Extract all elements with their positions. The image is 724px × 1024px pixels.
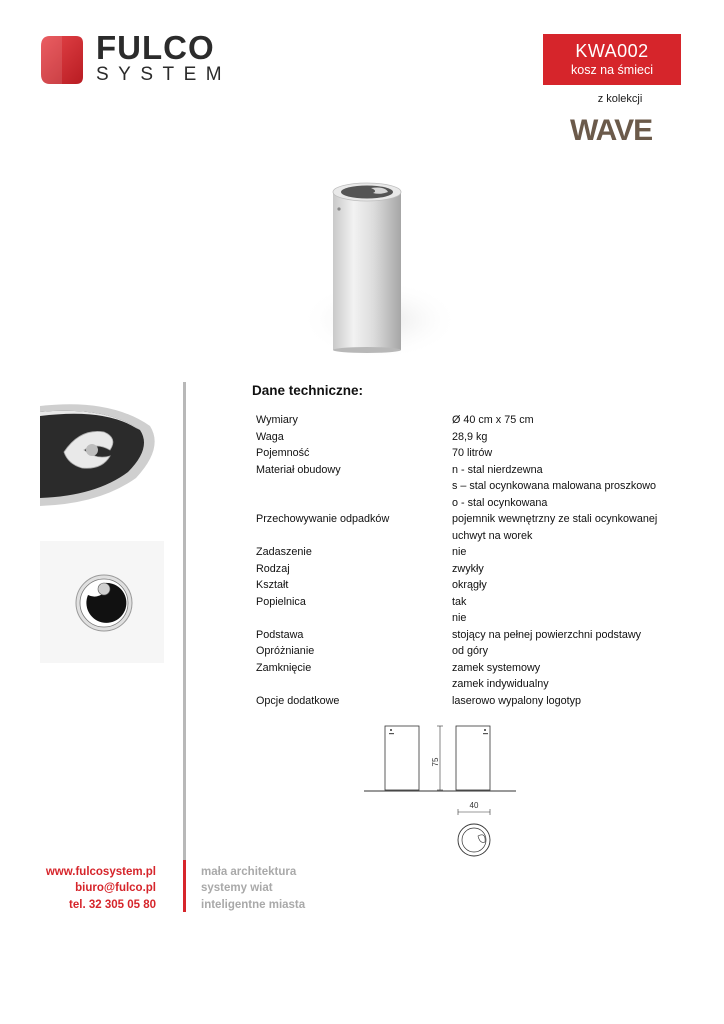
product-description: kosz na śmieci (571, 63, 653, 77)
brand-logo (40, 29, 270, 88)
spec-label (256, 676, 452, 693)
spec-row (256, 561, 686, 578)
spec-row (256, 544, 686, 561)
spec-value: nie (452, 612, 467, 624)
tagline: systemy wiat (201, 882, 273, 895)
detail-image-top-view (40, 541, 164, 663)
collection-label: z kolekcji (597, 93, 643, 105)
spec-label: Popielnica (256, 595, 306, 608)
website-link[interactable]: www.fulcosystem.pl (45, 866, 156, 878)
spec-row (256, 643, 686, 660)
spec-label: Opróżnianie (256, 645, 315, 657)
spec-row (256, 676, 686, 693)
spec-row (256, 495, 686, 512)
spec-label: Wymiary (256, 414, 298, 426)
contact-info (30, 864, 156, 913)
spec-row (256, 462, 686, 479)
spec-value: okrągły (452, 579, 487, 591)
specs-title: Dane techniczne: (252, 383, 364, 398)
spec-row (256, 610, 686, 627)
spec-value: o - stal ocynkowana (452, 496, 548, 509)
tagline: mała architektura (201, 866, 297, 878)
vertical-divider-accent (183, 860, 186, 912)
spec-label (256, 528, 452, 545)
spec-label: Waga (256, 430, 284, 443)
drawing-side-view-right (456, 726, 490, 790)
product-image (240, 170, 460, 370)
spec-value: stojący na pełnej powierzchni podstawy (452, 628, 642, 641)
spec-value: zamek systemowy (452, 661, 541, 674)
collection-logo (566, 110, 666, 146)
brand-logo-mark-icon (40, 34, 84, 86)
phone-text: tel. 32 305 05 80 (69, 898, 156, 911)
drawing-height-label: 75 (431, 757, 440, 767)
drawing-width-label: 40 (469, 801, 479, 810)
spec-row (256, 429, 686, 446)
brand-name-line2: SYSTEM (96, 64, 232, 85)
spec-label: Pojemność (256, 447, 310, 459)
email-link[interactable]: biuro@fulco.pl (75, 882, 156, 895)
spec-value: Ø 40 cm x 75 cm (452, 414, 534, 426)
spec-value: pojemnik wewnętrzny ze stali ocynkowanej (452, 513, 658, 525)
spec-row (256, 528, 686, 545)
spec-label (256, 610, 452, 627)
spec-label: Podstawa (256, 628, 304, 641)
spec-value: od góry (452, 645, 489, 657)
spec-label (256, 495, 452, 512)
spec-row (256, 693, 686, 710)
spec-row (256, 445, 686, 462)
product-code: KWA002 (575, 41, 649, 61)
tagline: inteligentne miasta (201, 898, 306, 911)
spec-value: s – stal ocynkowana malowana proszkowo (452, 480, 657, 492)
spec-row (256, 478, 686, 495)
spec-row (256, 412, 686, 429)
spec-label: Materiał obudowy (256, 463, 341, 476)
spec-row (256, 660, 686, 677)
collection-name: WAVE (570, 114, 653, 146)
spec-value: nie (452, 546, 467, 558)
spec-value: laserowo wypalony logotyp (452, 694, 582, 707)
spec-label: Kształt (256, 579, 289, 591)
spec-label: Zamknięcie (256, 661, 312, 674)
spec-value: 28,9 kg (452, 430, 488, 443)
spec-label: Przechowywanie odpadków (256, 513, 390, 525)
spec-value: tak (452, 595, 467, 608)
spec-label: Rodzaj (256, 562, 290, 575)
specs-table (256, 412, 686, 709)
product-badge (543, 34, 681, 85)
spec-value: n - stal nierdzewna (452, 463, 543, 476)
spec-row (256, 511, 686, 528)
spec-value: uchwyt na worek (452, 529, 533, 542)
technical-drawing (360, 720, 520, 860)
spec-value: zamek indywidualny (452, 678, 549, 690)
vertical-divider (183, 382, 186, 860)
spec-value: zwykły (452, 562, 484, 575)
detail-image-top-lid (40, 398, 164, 506)
brand-name-line1: FULCO (96, 29, 215, 66)
drawing-side-view-left (385, 726, 419, 790)
spec-label: Opcje dodatkowe (256, 694, 340, 707)
spec-value: 70 litrów (452, 447, 493, 459)
spec-row (256, 594, 686, 611)
company-taglines (201, 864, 305, 913)
spec-label (256, 478, 452, 495)
spec-label: Zadaszenie (256, 546, 312, 558)
spec-row (256, 627, 686, 644)
spec-row (256, 577, 686, 594)
